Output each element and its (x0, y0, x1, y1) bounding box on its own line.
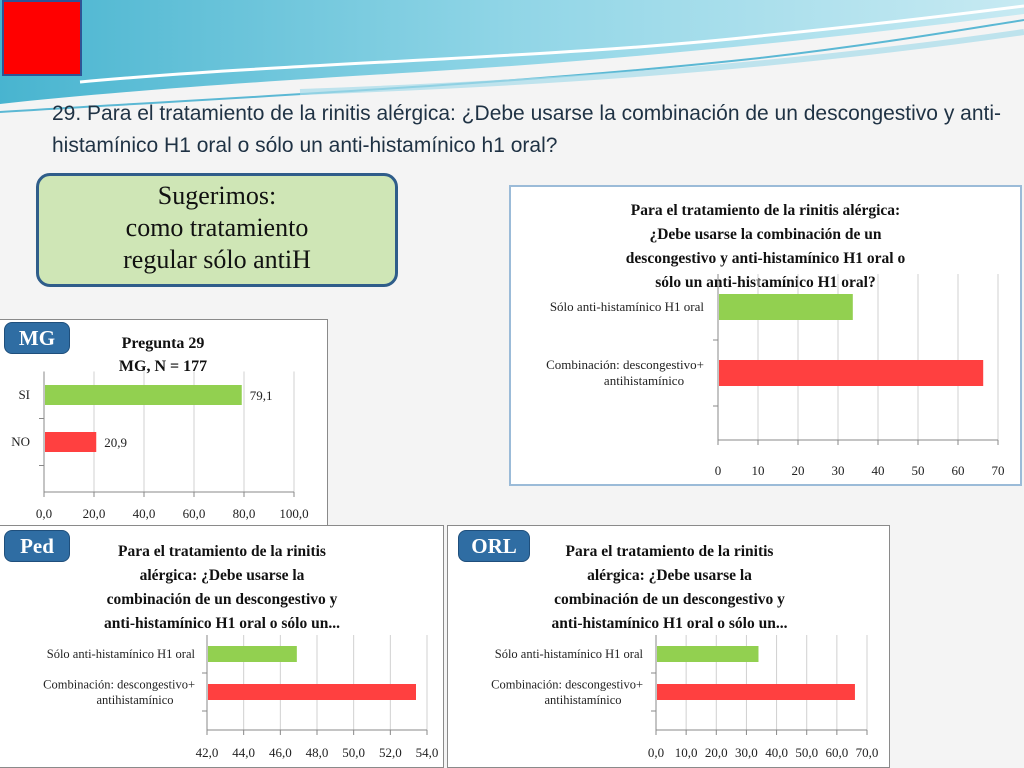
chart-title-line: Para el tratamiento de la rinitis (118, 543, 326, 560)
x-tick-label: 70,0 (855, 745, 879, 760)
x-tick-label: 10,0 (674, 745, 698, 760)
category-label: antihistamínico (603, 373, 685, 388)
x-tick-label: 20,0 (704, 745, 728, 760)
chart-title-line: Pregunta 29 (121, 335, 205, 352)
x-tick-label: 30,0 (735, 745, 758, 760)
category-label: Sólo anti-histamínico H1 oral (494, 647, 643, 661)
data-label: 20,9 (104, 435, 127, 450)
bar-first (719, 294, 853, 320)
x-tick-label: 60,0 (182, 506, 206, 521)
x-tick-label: 54,0 (415, 745, 439, 760)
x-tick-label: 40,0 (132, 506, 156, 521)
badge-orl: ORL (458, 530, 530, 562)
x-tick-label: 40,0 (765, 745, 788, 760)
category-label: Combinación: descongestivo+ (491, 677, 643, 692)
chart-title-line: anti-histamínico H1 oral o sólo un... (104, 615, 340, 632)
chart-title-line: alérgica: ¿Debe usarse la (139, 567, 305, 584)
x-tick-label: 0,0 (647, 745, 665, 760)
x-tick-label: 80,0 (232, 506, 256, 521)
suggestion-line-3: regular sólo antiH (123, 245, 311, 274)
badge-ped: Ped (4, 530, 70, 562)
chart-title-line: Para el tratamiento de la rinitis alérgica: (630, 202, 901, 219)
bar-first (657, 646, 758, 662)
chart-title-line: combinación de un descongestivo y (554, 591, 785, 608)
x-tick-label: 44,0 (232, 745, 256, 760)
x-tick-label: 40 (871, 463, 885, 478)
red-square-logo (2, 0, 82, 76)
category-label: NO (11, 434, 30, 449)
x-tick-label: 50 (911, 463, 925, 478)
category-label: SI (18, 387, 30, 402)
chart-title-line: ¿Debe usarse la combinación de un (649, 226, 882, 243)
x-tick-label: 70 (991, 463, 1005, 478)
category-label: Sólo anti-histamínico H1 oral (549, 299, 704, 314)
chart-title-line: sólo un anti-histamínico H1 oral? (655, 274, 876, 291)
chart-ped-svg (0, 526, 442, 767)
category-label: antihistamínico (544, 692, 622, 707)
badge-mg: MG (4, 322, 70, 354)
x-tick-label: 52,0 (378, 745, 402, 760)
data-label: 79,1 (249, 388, 273, 403)
x-tick-label: 50,0 (342, 745, 366, 760)
category-label: Combinación: descongestivo+ (546, 357, 704, 372)
x-tick-label: 0,0 (35, 506, 53, 521)
x-tick-label: 0 (714, 463, 722, 478)
category-label: antihistamínico (96, 692, 174, 707)
x-tick-label: 50,0 (795, 745, 819, 760)
chart-main-panel (509, 185, 1022, 486)
x-tick-label: 30 (831, 463, 845, 478)
x-tick-label: 60,0 (825, 745, 849, 760)
bar-second (657, 684, 855, 700)
bar-second (45, 432, 96, 452)
x-tick-label: 48,0 (305, 745, 329, 760)
suggestion-line-1: Sugerimos: (157, 181, 277, 210)
x-tick-label: 46,0 (268, 745, 292, 760)
bar-second (208, 684, 416, 700)
suggestion-line-2: como tratamiento (125, 213, 309, 242)
chart-title-line: MG, N = 177 (118, 358, 208, 375)
suggestion-box (36, 173, 398, 287)
chart-title-line: alérgica: ¿Debe usarse la (587, 567, 752, 584)
category-label: Combinación: descongestivo+ (43, 677, 195, 692)
bar-first (45, 385, 242, 405)
x-tick-label: 20,0 (82, 506, 106, 521)
question-heading: 29. Para el tratamiento de la rinitis alérgica: ¿Debe usarse la combinación de un descongestivo y anti-histamínico H1 oral o sólo un anti-histamínico h1 oral? (52, 102, 1002, 157)
bar-second (719, 360, 983, 386)
chart-title-line: combinación de un descongestivo y (106, 591, 338, 608)
x-tick-label: 42,0 (195, 745, 219, 760)
bar-first (208, 646, 297, 662)
x-tick-label: 10 (751, 463, 765, 478)
x-tick-label: 100,0 (279, 506, 309, 521)
chart-title-line: anti-histamínico H1 oral o sólo un... (551, 615, 788, 632)
chart-orl-svg (448, 526, 889, 767)
chart-main-svg (511, 187, 1020, 484)
x-tick-label: 60 (951, 463, 965, 478)
chart-title-line: descongestivo y anti-histamínico H1 oral o (625, 250, 906, 267)
chart-ped-panel (0, 525, 444, 768)
x-tick-label: 20 (791, 463, 805, 478)
chart-title-line: Para el tratamiento de la rinitis (565, 543, 774, 560)
category-label: Sólo anti-histamínico H1 oral (46, 647, 195, 661)
